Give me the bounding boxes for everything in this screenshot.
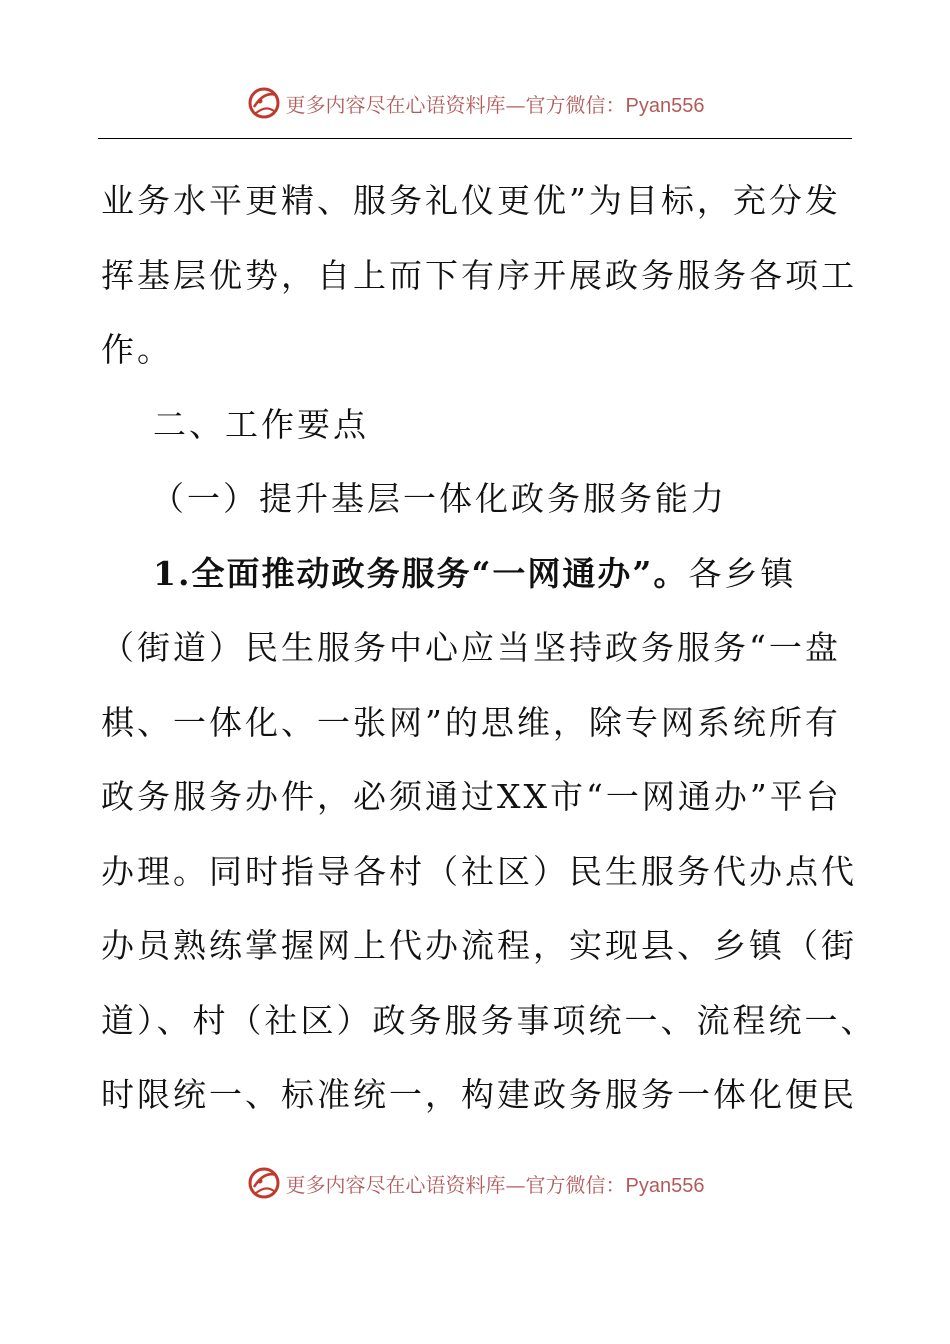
point-1-line-4: 政务服务办件，必须通过XX市“一网通办”平台 <box>101 777 842 816</box>
body-line-2: 挥基层优势，自上而下有序开展政务服务各项工 <box>101 255 857 295</box>
footer-banner-handle: Pyan556 <box>625 1174 705 1197</box>
footer-banner-text: 更多内容尽在心语资料库—官方微信：Pyan556 <box>285 1172 705 1197</box>
body-line-1: 业务水平更精、服务礼仪更优”为目标，充分发 <box>101 181 841 220</box>
point-1-line-8: 时限统一、标准统一，构建政务服务一体化便民 <box>101 1075 857 1114</box>
body-line-3: 作。 <box>101 330 173 369</box>
point-1-line-3: 棋、一体化、一张网”的思维，除专网系统所有 <box>101 702 841 742</box>
red-circle-logo-icon <box>246 1165 282 1201</box>
point-1-line-2: （街道）民生服务中心应当坚持政务服务“一盘 <box>101 628 841 667</box>
header-banner-text: 更多内容尽在心语资料库—官方微信：Pyan556 <box>285 92 705 117</box>
header-divider <box>98 138 852 139</box>
point-1-first-rest: 各乡镇 <box>688 553 797 593</box>
point-1-first-line <box>101 537 853 612</box>
document-body <box>101 164 877 1133</box>
red-circle-logo-icon <box>246 85 282 121</box>
point-1-line-7: 道）、村（社区）政务服务事项统一、流程统一、 <box>101 1000 877 1040</box>
point-1-line-5: 办理。同时指导各村（社区）民生服务代办点代 <box>101 851 857 891</box>
header-banner-handle: Pyan556 <box>625 94 705 117</box>
point-1-title: 1.全面推动政务服务“一网通办”。 <box>153 553 689 593</box>
point-1-line-6: 办员熟练掌握网上代办流程，实现县、乡镇（街 <box>101 926 857 965</box>
header-banner <box>0 83 950 123</box>
section-heading: 二、工作要点 <box>153 404 369 444</box>
subsection-heading: （一）提升基层一体化政务服务能力 <box>151 479 727 518</box>
footer-banner <box>0 1163 950 1203</box>
